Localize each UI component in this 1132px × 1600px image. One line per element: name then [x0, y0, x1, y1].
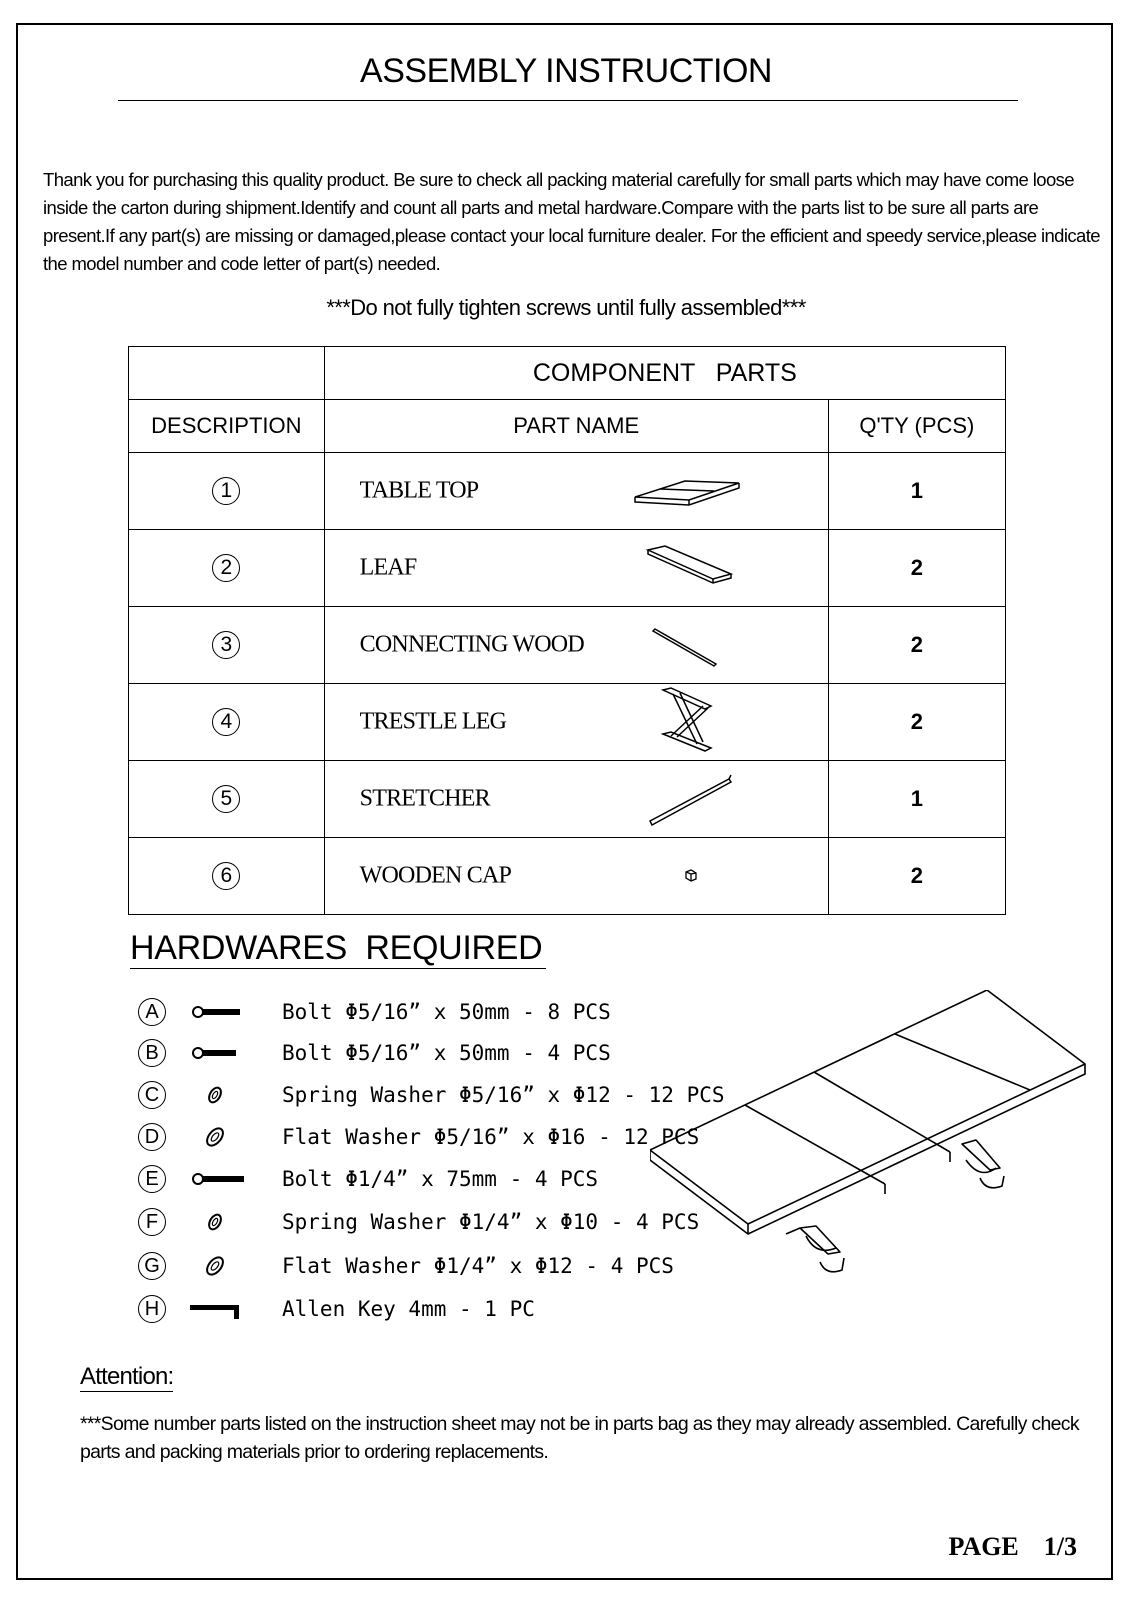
connecting-wood-icon: [325, 607, 831, 683]
part-number: 4: [212, 708, 240, 736]
hardware-section-title: HARDWARES REQUIRED: [130, 928, 546, 969]
part-number: 6: [212, 862, 240, 890]
title-underline: [118, 100, 1018, 101]
attention-title: Attention:: [80, 1363, 174, 1390]
table-row: [129, 453, 1006, 530]
part-name: CONNECTING WOOD: [359, 631, 584, 658]
long-bolt-icon: [190, 1164, 250, 1194]
list-item: [138, 1038, 611, 1068]
part-number: 3: [212, 631, 240, 659]
part-qty: 1: [828, 761, 1005, 838]
table-corner-cell: [129, 347, 325, 400]
part-name: WOODEN CAP: [359, 862, 512, 889]
list-item: [138, 1294, 535, 1324]
allen-key-icon: [190, 1294, 250, 1324]
part-number: 2: [212, 554, 240, 582]
part-name: LEAF: [359, 554, 417, 581]
wooden-cap-icon: [325, 838, 831, 914]
page-title: ASSEMBLY INSTRUCTION: [360, 52, 772, 90]
hardware-description: Flat Washer Φ5/16” x Φ16 - 12 PCS: [282, 1125, 700, 1149]
intro-paragraph: Thank you for purchasing this quality product. Be sure to check all packing material carefully for small parts which may have come loose inside the carton during shipment.Identify and count all parts and metal hardware.Compare with the parts list to be sure all parts are present.If any part(s) are missing or damaged,please contact your local furniture dealer. For the efficient and speedy service,please indicate the model number and code letter of part(s) needed.: [43, 169, 1100, 274]
component-parts-table: [128, 346, 1006, 915]
list-item: [138, 1080, 725, 1110]
part-name: TABLE TOP: [359, 477, 479, 504]
spring-washer-icon: [190, 1080, 250, 1110]
hardware-letter: B: [138, 1039, 166, 1067]
table-row: [129, 761, 1006, 838]
table-row: [129, 684, 1006, 761]
part-qty: 2: [828, 684, 1005, 761]
part-number: 1: [212, 477, 240, 505]
stretcher-icon: [325, 761, 831, 837]
column-header-part-name: PART NAME: [324, 400, 828, 453]
attention-text: ***Some number parts listed on the instruction sheet may not be in parts bag as they may already assembled. Carefully check parts and packing materials prior to ordering replacements.: [80, 1413, 1079, 1463]
hardware-letter: H: [138, 1295, 166, 1323]
hardware-description: Spring Washer Φ5/16” x Φ12 - 12 PCS: [282, 1083, 725, 1107]
list-item: [138, 997, 611, 1027]
list-item: [138, 1164, 599, 1194]
hardware-letter: C: [138, 1081, 166, 1109]
hardware-letter: D: [138, 1123, 166, 1151]
table-row: [129, 838, 1006, 915]
part-qty: 1: [828, 453, 1005, 530]
list-item: [138, 1207, 700, 1237]
part-qty: 2: [828, 838, 1005, 915]
part-qty: 2: [828, 530, 1005, 607]
list-item: [138, 1122, 700, 1152]
hardware-description: Bolt Φ5/16” x 50mm - 4 PCS: [282, 1041, 611, 1065]
hardware-letter: F: [138, 1208, 166, 1236]
flat-washer-icon: [190, 1122, 250, 1152]
hardware-description: Flat Washer Φ1/4” x Φ12 - 4 PCS: [282, 1254, 674, 1278]
table-top-icon: [325, 453, 831, 529]
spring-washer-icon: [190, 1207, 250, 1237]
flat-washer-icon: [190, 1251, 250, 1281]
part-name: TRESTLE LEG: [359, 708, 507, 735]
list-item: [138, 1251, 674, 1281]
column-header-description: DESCRIPTION: [129, 400, 325, 453]
hardware-description: Bolt Φ1/4” x 75mm - 4 PCS: [282, 1167, 599, 1191]
tighten-warning: ***Do not fully tighten screws until fully assembled***: [326, 295, 806, 320]
hardware-letter: G: [138, 1252, 166, 1280]
page-number: PAGE 1/3: [948, 1532, 1077, 1561]
hardware-letter: A: [138, 998, 166, 1026]
hardware-letter: E: [138, 1165, 166, 1193]
assembled-table-illustration: [650, 990, 1110, 1310]
leaf-icon: [325, 530, 831, 606]
hardware-description: Bolt Φ5/16” x 50mm - 8 PCS: [282, 1000, 611, 1024]
part-name: STRETCHER: [359, 785, 490, 812]
hardware-description: Spring Washer Φ1/4” x Φ10 - 4 PCS: [282, 1210, 700, 1234]
table-title: COMPONENT PARTS: [324, 347, 1005, 400]
hardware-description: Allen Key 4mm - 1 PC: [282, 1297, 535, 1321]
trestle-leg-icon: [325, 684, 831, 760]
part-qty: 2: [828, 607, 1005, 684]
column-header-qty: Q'TY (PCS): [828, 400, 1005, 453]
short-bolt-icon: [190, 1038, 250, 1068]
bolt-icon: [190, 997, 250, 1027]
table-row: [129, 607, 1006, 684]
part-number: 5: [212, 785, 240, 813]
table-row: [129, 530, 1006, 607]
